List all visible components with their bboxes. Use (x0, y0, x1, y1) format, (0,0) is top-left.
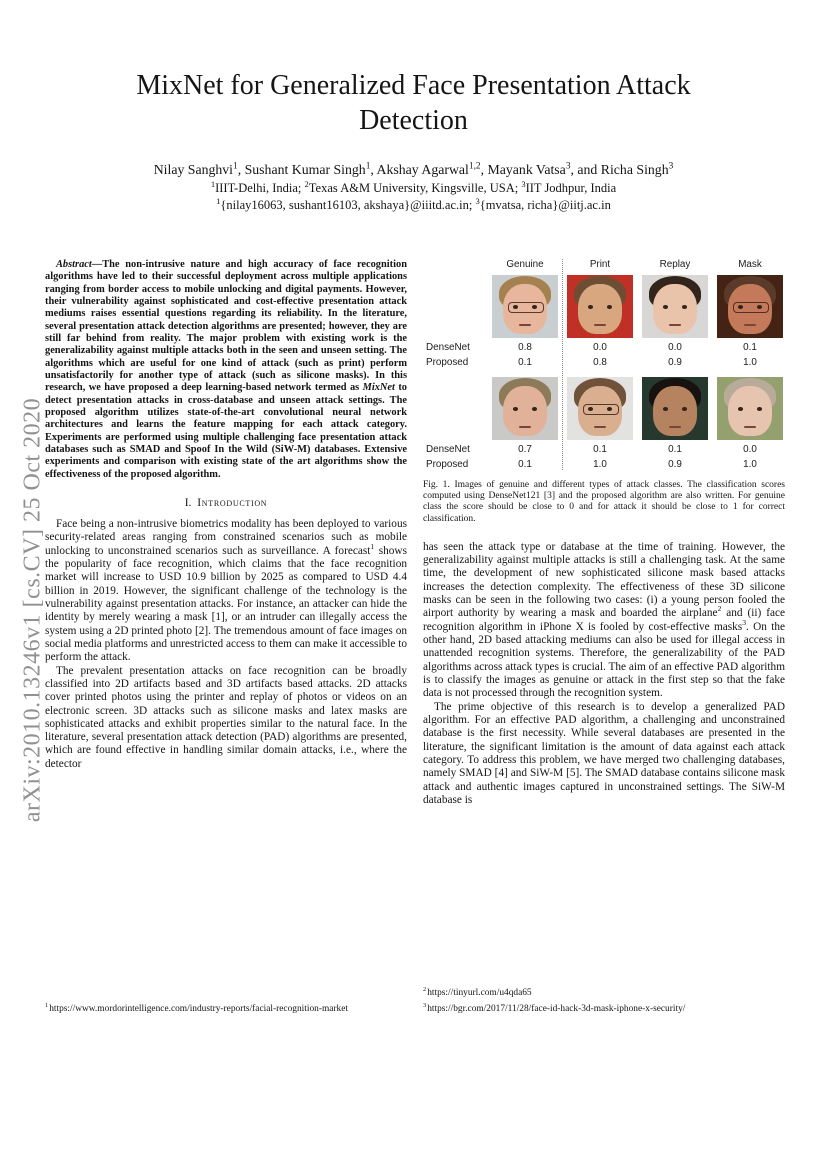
mouth-shape (594, 426, 606, 428)
footnote-2 (423, 984, 785, 999)
eye-shape (532, 407, 537, 411)
section-number: I. (184, 495, 192, 509)
section-title: Introduction (197, 495, 268, 509)
score-value: 0.9 (668, 357, 682, 368)
eye-shape (513, 407, 518, 411)
superscript-ref: 3 (423, 1001, 427, 1009)
face-image-mask-1 (717, 275, 783, 338)
superscript-ref: 2 (423, 986, 427, 994)
eye-shape (682, 305, 687, 309)
section-heading-introduction (45, 496, 407, 509)
figure-row-label-densenet: DenseNet (426, 444, 470, 455)
figure-column-header-print: Print (589, 259, 611, 270)
score-value: 0.1 (518, 357, 532, 368)
face-image-genuine-2 (492, 377, 558, 440)
eye-shape (757, 407, 762, 411)
superscript-ref: 1 (233, 161, 238, 172)
text-segment: Texas A&M University, Kingsville, USA; (308, 181, 522, 195)
face-image-replay-1 (642, 275, 708, 338)
skin-shape (728, 386, 772, 436)
figure-column-separator (562, 259, 563, 470)
author-line (0, 162, 827, 178)
eye-shape (682, 407, 687, 411)
score-value: 0.0 (593, 342, 607, 353)
face-image-print-1 (567, 275, 633, 338)
footnote-3 (423, 1000, 785, 1015)
text-segment: —The non-intrusive nature and high accuracy of face recognition algorithms have led to their successful deployment across multiple applications ranging from border access to mobile unlocking and digital payments. However, their vulnerability against sophisticated and cost-effective presentation attack mediums raises essential questions regarding its reliability. In the literature, several presentation attack detection algorithms are presented; however, they are still far behind from reality. The major problem with existing work is the generalizability against multiple attacks both in the seen and unseen setting. The algorithms which are useful for one kind of attack (such as print) perform unsatisfactorily for another type of attack (such as silicone masks). In this research, we have proposed a deep learning-based network termed as (45, 259, 407, 394)
eye-shape (663, 407, 668, 411)
text-segment: , Mayank Vatsa (480, 162, 566, 177)
superscript-ref: 1 (216, 195, 221, 206)
eye-shape (588, 305, 593, 309)
score-value: 1.0 (743, 357, 757, 368)
score-value: 0.8 (593, 357, 607, 368)
mouth-shape (519, 426, 531, 428)
two-column-body (0, 259, 827, 1015)
text-segment: https://bgr.com/2017/11/28/face-id-hack-3d-mask-iphone-x-security/ (427, 1003, 686, 1014)
text-segment: Nilay Sanghvi (153, 162, 234, 177)
superscript-ref: 1 (365, 161, 371, 172)
score-value: 0.1 (593, 444, 607, 455)
score-value: 1.0 (743, 459, 757, 470)
text-segment: Abstract (56, 259, 92, 270)
face-image-print-2 (567, 377, 633, 440)
text-segment: https://www.mordorintelligence.com/industry-reports/facial-recognition-market (49, 1003, 348, 1014)
face-image-mask-2 (717, 377, 783, 440)
score-value: 0.1 (668, 444, 682, 455)
superscript-ref: 2 (717, 604, 722, 614)
face-image-genuine-1 (492, 275, 558, 338)
abstract (45, 259, 407, 481)
right-column (423, 259, 785, 1015)
glasses-shape (583, 404, 619, 415)
score-value: 0.0 (743, 444, 757, 455)
arxiv-stamp: arXiv:2010.13246v1 [cs.CV] 25 Oct 2020 (19, 397, 46, 823)
score-value: 0.9 (668, 459, 682, 470)
score-value: 0.0 (668, 342, 682, 353)
footnote-1 (45, 1000, 407, 1015)
skin-shape (578, 284, 622, 334)
score-value: 0.7 (518, 444, 532, 455)
text-segment: , and Richa Singh (570, 162, 669, 177)
text-segment: shows the popularity of face recognition, which claims that the face recognition market will increase to USD 10.9 billion by 2025 as compared to USD 4.4 billion in 2019. However, the significant challenge of the technology is the vulnerability against presentation attacks. For instance, an attacker can hide the identity by merely wearing a mask [1], or an intruder can illegally access the system using a 2D printed photo [2]. The tremendous amount of face images on social media platforms and unrestricted access to them can make it accessible to perform the attack. (45, 544, 407, 664)
figure-column-header-mask: Mask (738, 259, 762, 270)
mouth-shape (594, 324, 606, 326)
score-value: 0.1 (518, 459, 532, 470)
figure-row-label-proposed: Proposed (426, 459, 469, 470)
affiliation-line (0, 178, 827, 196)
right-paragraph-1 (423, 541, 785, 701)
email-line (0, 195, 827, 213)
left-column (45, 259, 407, 1015)
eye-shape (738, 407, 743, 411)
eye-shape (607, 305, 612, 309)
mouth-shape (744, 324, 756, 326)
skin-shape (503, 386, 547, 436)
mouth-shape (669, 324, 681, 326)
mouth-shape (669, 426, 681, 428)
text-segment: https://tinyurl.com/u4qda65 (427, 988, 532, 999)
skin-shape (653, 386, 697, 436)
figure-grid (425, 259, 785, 470)
superscript-ref: 1 (45, 1001, 49, 1009)
text-segment: , Sushant Kumar Singh (237, 162, 366, 177)
superscript-ref: 1 (210, 178, 216, 189)
mouth-shape (744, 426, 756, 428)
figure-row-label-proposed: Proposed (426, 357, 469, 368)
right-paragraph-2: The prime objective of this research is to develop a generalized PAD algorithm. For an effective PAD algorithm, a challenging and unconstrained database is the first necessity. While several databases are presented in the literature, the significant limitation is the amount of data against each attack category. To address this problem, we have merged two challenging databases, namely SMAD [4] and SiW-M [5]. The SMAD database contains silicone mask attack and authentic images captured in unconstrained settings. The SiW-M database is (423, 700, 785, 807)
superscript-ref: 3 (475, 195, 480, 206)
superscript-ref: 1 (370, 541, 375, 551)
score-value: 0.8 (518, 342, 532, 353)
paper-header (0, 0, 827, 213)
text-segment: {nilay16063, sushant16103, akshaya}@iiitd.ac.in; (220, 198, 476, 212)
intro-paragraph-1 (45, 518, 407, 665)
superscript-ref: 2 (304, 178, 309, 189)
paper-title: MixNet for Generalized Face Presentation Attack Detection (136, 70, 691, 136)
eye-shape (663, 305, 668, 309)
superscript-ref: 1,2 (468, 161, 481, 172)
figure-1 (423, 259, 785, 525)
text-segment: and (ii) face recognition algorithm in iPhone X is fooled by cost-effective masks (423, 607, 786, 633)
text-segment: IIT Jodhpur, India (525, 181, 617, 195)
face-image-replay-2 (642, 377, 708, 440)
glasses-shape (508, 302, 544, 313)
figure-row-label-densenet: DenseNet (426, 342, 470, 353)
figure-caption: Fig. 1. Images of genuine and different types of attack classes. The classification scores computed using DenseNet121 [3] and the proposed algorithm are also written. For genuine class the score should be close to 0 and for attack it should be close to 1 for correct classification. (423, 480, 785, 524)
text-segment: IIIT-Delhi, India; (215, 181, 305, 195)
text-segment: , Akshay Agarwal (370, 162, 469, 177)
text-segment: Face being a non-intrusive biometrics modality has been deployed to various security-related areas ranging from constrained scenarios such as mobile unlocking to unconstrained scenarios such as surveillance. A forecast (45, 517, 407, 557)
score-value: 0.1 (743, 342, 757, 353)
figure-column-header-replay: Replay (659, 259, 691, 270)
superscript-ref: 3 (521, 178, 526, 189)
superscript-ref: 3 (742, 618, 747, 628)
mouth-shape (519, 324, 531, 326)
figure-column-header-genuine: Genuine (506, 259, 544, 270)
text-segment: . On the other hand, 2D based attacking mediums can also be used for illegal access in unattended recognition systems. Therefore, the generalizability of the PAD algorithms across attack types is crucial. The aim of an effective PAD algorithm is to classify the images as genuine or attack in the first step so that the fake data is not processed through the recognition system. (423, 620, 785, 700)
superscript-ref: 3 (565, 161, 571, 172)
glasses-shape (733, 302, 769, 313)
text-segment: {mvatsa, richa}@iitj.ac.in (479, 198, 611, 212)
text-segment: to detect presentation attacks in cross-database and unseen attack settings. The proposed algorithm utilizes state-of-the-art convolutional neural network architectures and learns the feature mapping for each attack category. Experiments are performed using multiple challenging face presentation attack databases such as SMAD and Spoof In the Wild (SiW-M) databases. Extensive experiments and comparison with existing state of the art algorithms show the effectiveness of the proposed algorithm. (45, 382, 407, 480)
score-value: 1.0 (593, 459, 607, 470)
text-segment: has seen the attack type or database at the time of training. However, the generalizability against multiple attacks is still a challenging task. At the same time, the development of new sophisticated silicone mask based attacks increases the detection complexity. The effectiveness of these 3D silicone masks can be seen in the following two cases: (i) a young person fooled the airport authority by wearing a mask and boarded the airplane (423, 540, 785, 620)
superscript-ref: 3 (668, 161, 674, 172)
skin-shape (653, 284, 697, 334)
intro-paragraph-2: The prevalent presentation attacks on face recognition can be broadly classified into 2D artifacts based and 3D artifacts based attacks. 2D attacks cover printed photos using the printer and replay of photos or videos on an electronic screen. 3D attacks such as silicone masks and latex masks are sophisticated attacks and exhibit properties similar to the natural face. In the literature, several presentation attack detection (PAD) algorithms are presented, which are found effective in handling similar domain attacks, i.e., where the detector (45, 664, 407, 770)
text-segment: MixNet (362, 382, 395, 394)
